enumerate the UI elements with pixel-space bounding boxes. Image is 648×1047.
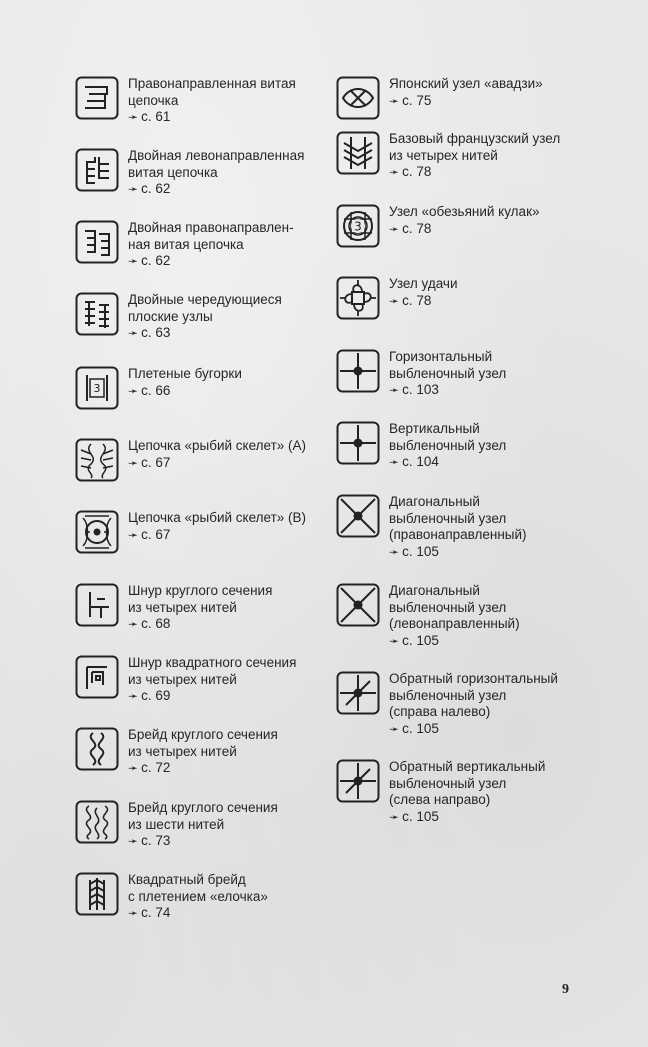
entry-title-line: выбленочный узел: [389, 437, 507, 453]
page-reference: ➛ с. 78: [389, 164, 432, 179]
french-four-strand-knot-icon: [336, 131, 380, 175]
svg-text:3: 3: [354, 219, 362, 234]
page-reference: ➛ с. 62: [128, 253, 171, 268]
right-twisted-chain-icon: [75, 76, 119, 120]
square-herringbone-braid-icon: [75, 872, 119, 916]
page-reference: ➛ с. 75: [389, 92, 432, 108]
entry-text: [389, 349, 506, 399]
arrow-icon: ➛: [389, 544, 400, 559]
entry-title-line: Узел «обезьяний кулак»: [389, 204, 540, 219]
entry-title-line: Правонаправленная витая: [128, 76, 296, 91]
arrow-icon: ➛: [389, 93, 400, 108]
entry-title-line: выбленочный узел: [389, 365, 507, 381]
svg-text:3: 3: [93, 382, 101, 395]
entry-title-line: (левонаправленный): [389, 616, 520, 631]
page-reference: ➛ с. 67: [128, 526, 171, 542]
entry-title-line: (правонаправленный): [389, 527, 527, 542]
arrow-icon: ➛: [389, 455, 400, 469]
page-reference: ➛ с. 105: [389, 720, 439, 736]
page-reference: ➛ с. 68: [128, 616, 171, 631]
page-number: 9: [562, 982, 569, 997]
arrow-icon: ➛: [389, 293, 400, 308]
entry-text: [389, 421, 506, 471]
entry-text: [389, 583, 520, 649]
arrow-icon: ➛: [389, 633, 400, 648]
entry-text: [128, 655, 296, 705]
entry-title-line: из четырех нитей: [128, 599, 237, 615]
page-reference: ➛ с. 78: [389, 220, 432, 236]
entry-text: [128, 510, 306, 543]
entry-title-line: Обратный вертикальный: [389, 759, 546, 774]
page-reference: ➛ с. 104: [389, 454, 439, 469]
entry-title-line: Горизонтальный: [389, 349, 493, 364]
page-reference: ➛ с. 105: [389, 632, 439, 648]
entry-title-line: Шнур круглого сечения: [128, 583, 273, 598]
entry-text: [389, 76, 543, 109]
entry-title-line: Квадратный брейд: [128, 872, 246, 887]
round-four-strand-cord-icon: [75, 583, 119, 627]
fishbone-chain-b-icon: [75, 510, 119, 554]
japanese-awaji-knot-icon: [336, 76, 380, 120]
entry-title-line: выбленочный узел: [389, 775, 507, 791]
entry-title-line: Вертикальный: [389, 421, 480, 436]
diagonal-left-clove-hitch-icon: [336, 583, 380, 627]
round-six-strand-braid-icon: [75, 800, 119, 844]
round-four-strand-braid-icon: [75, 727, 119, 771]
entry-title-line: Брейд круглого сечения: [128, 800, 278, 815]
entry-text: [128, 292, 282, 342]
entry-title-line: из четырех нитей: [128, 743, 237, 759]
diagonal-right-clove-hitch-icon: [336, 494, 380, 538]
page-reference: ➛ с. 69: [128, 688, 171, 703]
arrow-icon: ➛: [389, 809, 400, 824]
arrow-icon: ➛: [128, 689, 139, 703]
entry-title-line: Обратный горизонтальный: [389, 671, 558, 686]
page-reference: ➛ с. 73: [128, 833, 171, 848]
reverse-vertical-clove-hitch-icon: [336, 759, 380, 803]
arrow-icon: ➛: [128, 761, 139, 775]
vertical-clove-hitch-icon: [336, 421, 380, 465]
entry-text: [128, 583, 272, 633]
arrow-icon: ➛: [128, 527, 139, 542]
monkey-fist-knot-icon: [336, 204, 380, 248]
entry-title-line: Японский узел «авадзи»: [389, 76, 543, 91]
entry-title-line: Базовый французский узел: [389, 131, 561, 146]
arrow-icon: ➛: [389, 383, 400, 397]
entry-title-line: Диагональный: [389, 494, 480, 509]
arrow-icon: ➛: [128, 455, 139, 470]
page-reference: ➛ с. 61: [128, 109, 171, 124]
entry-text: [128, 438, 306, 471]
entry-text: [389, 494, 527, 560]
page-reference: ➛ с. 78: [389, 292, 432, 308]
page-reference: ➛ с. 63: [128, 325, 171, 340]
page-reference: ➛ с. 66: [128, 382, 171, 398]
arrow-icon: ➛: [128, 254, 139, 268]
arrow-icon: ➛: [128, 383, 139, 398]
entry-title-line: из шести нитей: [128, 816, 225, 832]
page-reference: ➛ с. 105: [389, 808, 439, 824]
entry-text: [389, 131, 560, 181]
page-reference: ➛ с. 74: [128, 905, 171, 920]
entry-text: [128, 76, 296, 126]
entry-text: [389, 204, 539, 237]
entry-title-line: Цепочка «рыбий скелет» (A): [128, 438, 307, 453]
alternating-flat-knots-icon: [75, 292, 119, 336]
arrow-icon: ➛: [128, 326, 139, 340]
entry-title-line: Узел удачи: [389, 276, 458, 291]
entry-title-line: Двойная левонаправленная: [128, 148, 305, 163]
entry-title-line: из четырех нитей: [389, 147, 498, 163]
entry-title-line: Цепочка «рыбий скелет» (B): [128, 510, 307, 525]
entry-title-line: Плетеные бугорки: [128, 366, 242, 381]
entry-title-line: Двойная правонаправлен-: [128, 220, 294, 235]
entry-title-line: с плетением «елочка»: [128, 888, 268, 904]
entry-text: [128, 148, 304, 198]
entry-title-line: выбленочный узел: [389, 510, 507, 526]
entry-text: [389, 759, 545, 825]
woven-bobbles-icon: [75, 366, 119, 410]
entry-title-line: (слева направо): [389, 792, 491, 807]
entry-title-line: витая цепочка: [128, 164, 218, 180]
arrow-icon: ➛: [128, 906, 139, 920]
entry-title-line: плоские узлы: [128, 308, 213, 324]
arrow-icon: ➛: [389, 221, 400, 236]
arrow-icon: ➛: [128, 617, 139, 631]
reverse-horizontal-clove-hitch-icon: [336, 671, 380, 715]
entry-title-line: цепочка: [128, 92, 179, 108]
entry-text: [128, 727, 278, 777]
entry-title-line: (справа налево): [389, 704, 491, 719]
page-reference: ➛ с. 103: [389, 382, 439, 397]
entry-title-line: ная витая цепочка: [128, 236, 244, 252]
entry-title-line: из четырех нитей: [128, 671, 237, 687]
good-luck-knot-icon: [336, 276, 380, 320]
entry-title-line: Двойные чередующиеся: [128, 292, 282, 307]
entry-text: [128, 366, 242, 399]
arrow-icon: ➛: [128, 182, 139, 196]
arrow-icon: ➛: [389, 165, 400, 179]
double-right-twisted-chain-icon: [75, 220, 119, 264]
page-reference: ➛ с. 72: [128, 760, 171, 775]
entry-text: [128, 220, 294, 270]
square-four-strand-cord-icon: [75, 655, 119, 699]
entry-title-line: Диагональный: [389, 583, 480, 598]
horizontal-clove-hitch-icon: [336, 349, 380, 393]
entry-title-line: выбленочный узел: [389, 687, 507, 703]
fishbone-chain-a-icon: [75, 438, 119, 482]
page-reference: ➛ с. 105: [389, 543, 439, 559]
entry-text: [389, 671, 558, 737]
page-reference: ➛ с. 67: [128, 454, 171, 470]
entry-text: [389, 276, 458, 309]
entry-title-line: выбленочный узел: [389, 599, 507, 615]
entry-text: [128, 872, 268, 922]
arrow-icon: ➛: [389, 721, 400, 736]
entry-title-line: Шнур квадратного сечения: [128, 655, 297, 670]
double-left-twisted-chain-icon: [75, 148, 119, 192]
arrow-icon: ➛: [128, 110, 139, 124]
entry-title-line: Брейд круглого сечения: [128, 727, 278, 742]
page-reference: ➛ с. 62: [128, 181, 171, 196]
arrow-icon: ➛: [128, 834, 139, 848]
entry-text: [128, 800, 278, 850]
